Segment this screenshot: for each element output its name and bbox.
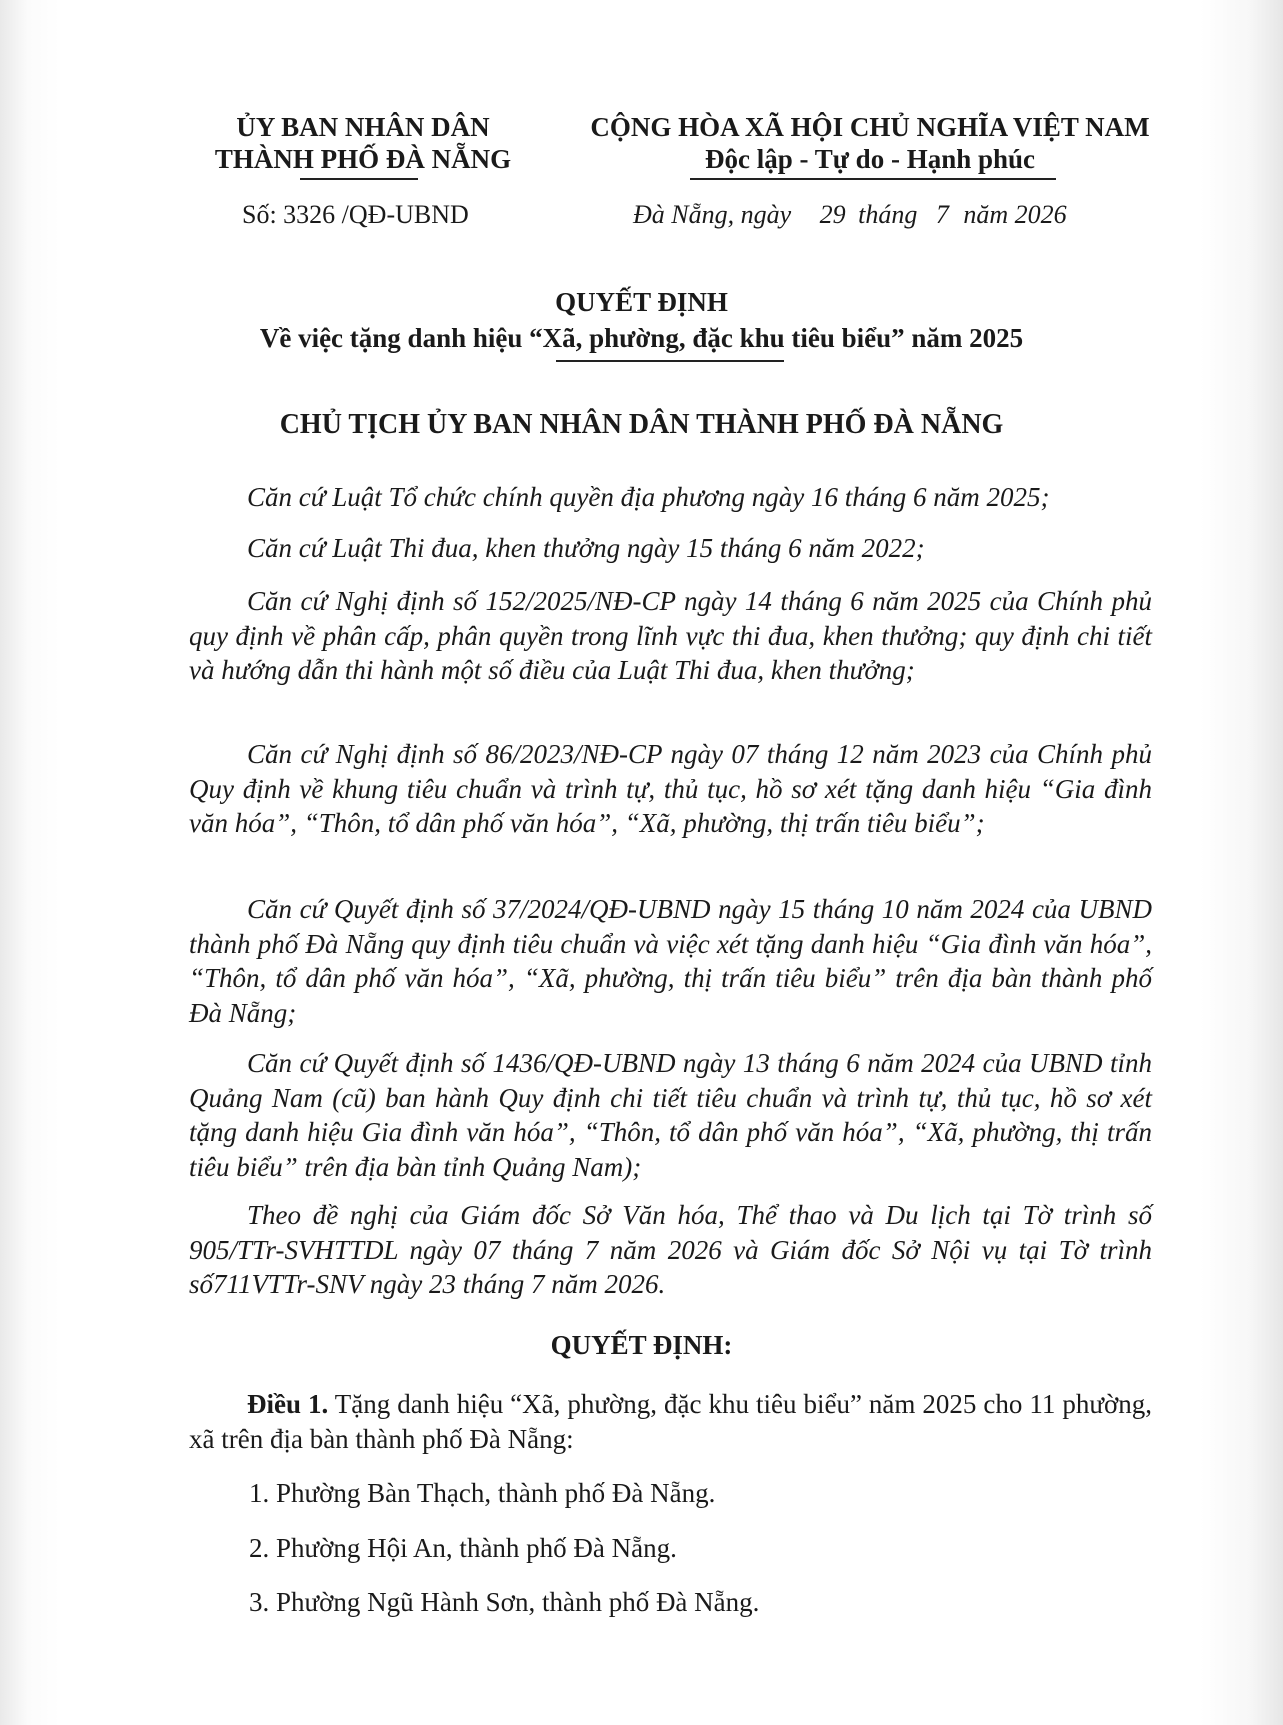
national-motto: Độc lập - Tự do - Hạnh phúc (704, 144, 1036, 174)
agency-line-2: THÀNH PHỐ ĐÀ NẴNG (214, 144, 512, 174)
subject-underline (556, 360, 784, 362)
article-1 (189, 1387, 1152, 1457)
article-1-text: Tặng danh hiệu “Xã, phường, đặc khu tiêu biểu” năm 2025 cho 11 phường, xã trên địa bàn thành phố Đà Nẵng: (189, 1389, 1153, 1454)
document-number: Số: 3326 /QĐ-UBND (242, 200, 469, 229)
national-title: CỘNG HÒA XÃ HỘI CHỦ NGHĨA VIỆT NAM (590, 112, 1150, 142)
list-item: 3. Phường Ngũ Hành Sơn, thành phố Đà Nẵng. (249, 1587, 760, 1617)
basis-7: Theo đề nghị của Giám đốc Sở Văn hóa, Thể thao và Du lịch tại Tờ trình số 905/TTr-SVHTTDL ngày 07 tháng 7 năm 2026 và Giám đốc Sở Nội vụ tại Tờ trình số711VTTr-SNV ngày 23 tháng 7 năm 2026. (189, 1200, 1152, 1299)
place-date (633, 200, 1067, 230)
basis-2: Căn cứ Luật Thi đua, khen thưởng ngày 15 tháng 6 năm 2022; (247, 533, 925, 563)
basis-6: Căn cứ Quyết định số 1436/QĐ-UBND ngày 13 tháng 6 năm 2024 của UBND tỉnh Quảng Nam (cũ) ban hành Quy định chi tiết tiêu chuẩn và trình tự, thủ tục, hồ sơ xét tặng danh hiệu Gia đình văn hóa”, “Thôn, tổ dân phố văn hóa”, “Xã, phường, thị trấn tiêu biểu” trên địa bàn tỉnh Quảng Nam); (189, 1048, 1152, 1182)
issuer-title: CHỦ TỊCH ỦY BAN NHÂN DÂN THÀNH PHỐ ĐÀ NẴNG (279, 409, 1004, 440)
article-1-label: Điều 1. (247, 1389, 329, 1419)
basis-3: Căn cứ Nghị định số 152/2025/NĐ-CP ngày 14 tháng 6 năm 2025 của Chính phủ quy định về phân cấp, phân quyền trong lĩnh vực thi đua, khen thưởng; quy định chi tiết và hướng dẫn thi hành một số điều của Luật Thi đua, khen thưởng; (189, 586, 1152, 685)
place-date-month-label: tháng (858, 200, 918, 229)
agency-line-1: ỦY BAN NHÂN DÂN (236, 112, 490, 142)
list-item: 2. Phường Hội An, thành phố Đà Nẵng. (249, 1533, 677, 1563)
place-date-prefix: Đà Nẵng, ngày (633, 200, 792, 229)
motto-underline (690, 178, 1056, 180)
decision-heading: QUYẾT ĐỊNH: (550, 1330, 733, 1360)
list-item: 1. Phường Bàn Thạch, thành phố Đà Nẵng. (249, 1478, 716, 1508)
place-date-month: 7 (935, 200, 949, 229)
basis-1: Căn cứ Luật Tổ chức chính quyền địa phương ngày 16 tháng 6 năm 2025; (247, 482, 1050, 512)
place-date-year: năm 2026 (963, 200, 1067, 229)
agency-underline (300, 178, 418, 180)
document-subject: Về việc tặng danh hiệu “Xã, phường, đặc khu tiêu biểu” năm 2025 (259, 323, 1024, 353)
document-type-title: QUYẾT ĐỊNH (555, 287, 728, 317)
place-date-day: 29 (819, 200, 846, 229)
basis-4: Căn cứ Nghị định số 86/2023/NĐ-CP ngày 07 tháng 12 năm 2023 của Chính phủ Quy định về khung tiêu chuẩn và trình tự, thủ tục, hồ sơ xét tặng danh hiệu “Gia đình văn hóa”, “Thôn, tổ dân phố văn hóa”, “Xã, phường, thị trấn tiêu biểu”; (189, 739, 1152, 838)
basis-5: Căn cứ Quyết định số 37/2024/QĐ-UBND ngày 15 tháng 10 năm 2024 của UBND thành phố Đà Nẵng quy định tiêu chuẩn và việc xét tặng danh hiệu “Gia đình văn hóa”, “Thôn, tổ dân phố văn hóa”, “Xã, phường, thị trấn tiêu biểu” trên địa bàn thành phố Đà Nẵng; (189, 894, 1152, 1028)
